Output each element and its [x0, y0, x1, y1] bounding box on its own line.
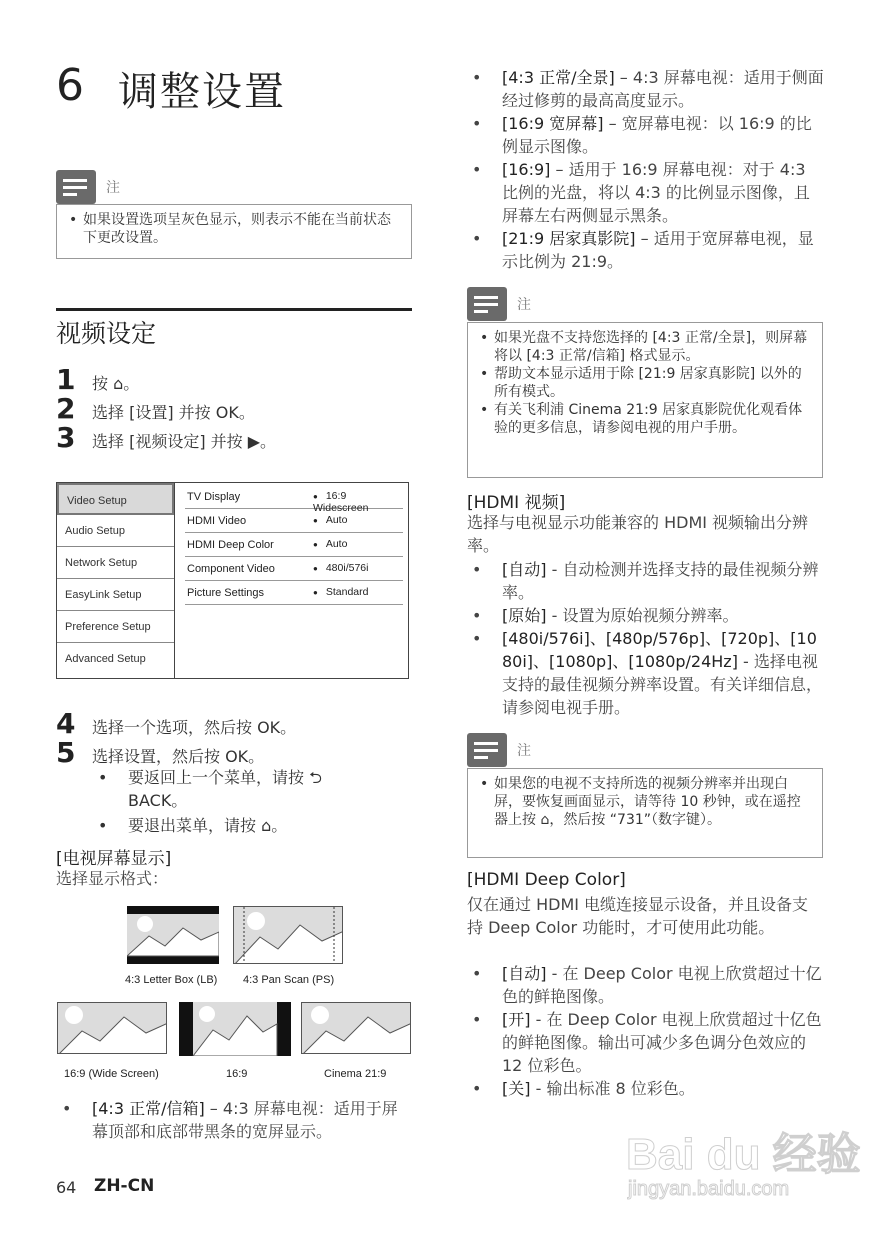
watermark-logo: Bai du 经验 — [626, 1130, 861, 1179]
step-text: 选择 [视频设定] 并按 ▶。 — [92, 432, 277, 451]
step-text: 按 ⌂。 — [92, 374, 140, 393]
bullet-item — [466, 66, 824, 112]
menu-item-video-setup[interactable]: Video Setup — [57, 483, 174, 515]
substeps — [92, 766, 362, 837]
hdmi-video-bullets — [466, 558, 824, 719]
note-item: • 帮助文本显示适用于除 [21:9 居家真影院] 以外的所有模式。 — [478, 365, 810, 401]
note-header — [467, 287, 531, 321]
row-key: HDMI Deep Color — [187, 539, 274, 551]
section-title: 视频设定 — [56, 319, 157, 348]
step-item — [56, 736, 416, 769]
section-rule — [56, 308, 412, 311]
deep-color-title: [HDMI Deep Color] — [467, 870, 626, 890]
note-box — [56, 204, 412, 259]
deep-color-bullets — [466, 962, 824, 1100]
bullet-head: [原始] — [502, 606, 547, 625]
bullet-body: - 输出标准 8 位彩色。 — [530, 1079, 695, 1098]
row-key: Picture Settings — [187, 587, 265, 599]
bullet-head: [480i/576i]、[480p/576p]、[720p]、[1080i]、[1080p]、[1080p/24Hz] — [502, 629, 817, 671]
note-label: 注 — [517, 743, 531, 759]
menu-item-audio-setup[interactable]: Audio Setup — [57, 515, 174, 547]
menu-sidebar — [57, 483, 175, 678]
substep-item: • 要返回上一个菜单，请按 ⮌ BACK。 — [92, 766, 362, 812]
step-item — [56, 363, 416, 396]
note-box — [467, 768, 823, 858]
step-text: 选择 [设置] 并按 OK。 — [92, 403, 255, 422]
thumb-cinema — [301, 1002, 411, 1054]
step-number: 2 — [56, 392, 76, 425]
bullet-body: - 选择电视支持的最佳视频分辨率设置。有关详细信息，请参阅电视手册。 — [502, 652, 823, 717]
note-header — [467, 733, 531, 767]
row-value: ● Standard — [313, 586, 368, 598]
video-setup-menu — [56, 482, 409, 679]
menu-row-hdmi-deep-color[interactable] — [185, 533, 403, 557]
note-label: 注 — [517, 297, 531, 313]
bullet-body: - 在 Deep Color 电视上欣赏超过十亿色的鲜艳图像。输出可减少多色调分色效应的 12 位彩色。 — [502, 1010, 822, 1075]
chapter-title: 调整设置 — [118, 69, 286, 115]
thumb-widescreen — [57, 1002, 167, 1054]
step-text: 选择设置，然后按 OK。 — [92, 747, 265, 766]
caption-letterbox: 4:3 Letter Box (LB) — [125, 974, 218, 986]
bullet-body: - 设置为原始视频分辨率。 — [546, 606, 739, 625]
bullet-item — [466, 604, 824, 627]
menu-row-tv-display[interactable] — [185, 485, 403, 514]
bullet-item — [466, 627, 824, 719]
bullet-body: – 宽屏幕电视：以 16:9 的比例显示图像。 — [502, 114, 812, 156]
step-number: 1 — [56, 363, 76, 396]
thumb-panscan — [233, 906, 343, 964]
bullet-head: [21:9 居家真影院] — [502, 229, 636, 248]
menu-row-picture-settings[interactable] — [185, 581, 403, 605]
thumb-letterbox — [127, 906, 219, 964]
row-key: Component Video — [187, 563, 275, 575]
menu-row-component-video[interactable] — [185, 557, 403, 581]
hdmi-video-desc: 选择与电视显示功能兼容的 HDMI 视频输出分辨率。 — [467, 513, 809, 555]
note-label: 注 — [106, 180, 120, 196]
step-item — [56, 392, 416, 425]
step-number: 4 — [56, 707, 76, 740]
display-bullets — [466, 66, 824, 273]
tv-display-title: [电视屏幕显示] — [56, 849, 172, 869]
note-icon — [467, 287, 507, 321]
deep-color-desc: 仅在通过 HDMI 电缆连接显示设备，并且设备支持 Deep Color 功能时，才可使用此功能。 — [467, 895, 809, 937]
row-value: ● Auto — [313, 538, 347, 550]
steps-list — [56, 363, 416, 454]
bullet-head: [16:9 宽屏幕] — [502, 114, 604, 133]
note-icon — [56, 170, 96, 204]
bullet-head: [自动] — [502, 560, 547, 579]
note-item: • 有关飞利浦 Cinema 21:9 居家真影院优化观看体验的更多信息，请参阅电视的用户手册。 — [478, 401, 810, 437]
bullet-body: – 适用于 16:9 屏幕电视：对于 4:3 比例的光盘，将以 4:3 的比例显示图像，且屏幕左右两侧显示黑条。 — [502, 160, 810, 225]
bullet-item — [466, 227, 824, 273]
bullet-head: [关] — [502, 1079, 531, 1098]
bullet-body: - 在 Deep Color 电视上欣赏超过十亿色的鲜艳图像。 — [502, 964, 822, 1006]
bullet-item — [466, 158, 824, 227]
note-header — [56, 170, 120, 204]
bullet-body: – 4:3 屏幕电视：适用于屏幕顶部和底部带黑条的宽屏显示。 — [92, 1099, 398, 1141]
watermark-url: jingyan.baidu.com — [628, 1178, 790, 1200]
caption-widescreen: 16:9 (Wide Screen) — [64, 1068, 159, 1080]
steps-list-2 — [56, 707, 416, 769]
row-value: ● 480i/576i — [313, 562, 368, 574]
menu-item-network-setup[interactable]: Network Setup — [57, 547, 174, 579]
row-key: HDMI Video — [187, 515, 247, 527]
step-text: 选择一个选项，然后按 OK。 — [92, 718, 297, 737]
thumb-16-9 — [179, 1002, 291, 1056]
page-language: ZH-CN — [94, 1176, 155, 1196]
substep-item: • 要退出菜单，请按 ⌂。 — [92, 814, 362, 837]
row-value: ● 16:9 Widescreen — [313, 490, 403, 514]
caption-panscan: 4:3 Pan Scan (PS) — [243, 974, 335, 986]
bullet-item — [466, 558, 824, 604]
bullet-letterbox — [56, 1097, 401, 1143]
menu-item-easylink-setup[interactable]: EasyLink Setup — [57, 579, 174, 611]
note-item: • 如果您的电视不支持所选的视频分辨率并出现白屏，要恢复画面显示，请等待 10 秒钟，或在遥控器上按 ⌂，然后按 “731”（数字键）。 — [478, 775, 810, 829]
step-item — [56, 421, 416, 454]
tv-display-desc: 选择显示格式： — [56, 869, 169, 888]
note-item: • 如果光盘不支持您选择的 [4:3 正常/全景]，则屏幕将以 [4:3 正常/信箱] 格式显示。 — [478, 329, 810, 365]
bullet-item — [466, 962, 824, 1008]
bullet-item — [466, 112, 824, 158]
menu-item-advanced-setup[interactable]: Advanced Setup — [65, 653, 146, 665]
step-number: 3 — [56, 421, 76, 454]
note-box — [467, 322, 823, 478]
bullet-head: [开] — [502, 1010, 531, 1029]
chapter-number: 6 — [56, 60, 84, 111]
bullet-body: – 适用于宽屏幕电视，显示比例为 21:9。 — [502, 229, 814, 271]
step-number: 5 — [56, 736, 76, 769]
bullet-body: – 4:3 屏幕电视：适用于侧面经过修剪的最高高度显示。 — [502, 68, 824, 110]
note-item: • 如果设置选项呈灰色显示，则表示不能在当前状态下更改设置。 — [67, 211, 399, 247]
bullet-item — [466, 1008, 824, 1077]
bullet-item — [466, 1077, 824, 1100]
step-item — [56, 707, 416, 740]
caption-cinema: Cinema 21:9 — [324, 1068, 387, 1080]
bullet-head: [4:3 正常/全景] — [502, 68, 615, 87]
note-icon — [467, 733, 507, 767]
bullet-head: [自动] — [502, 964, 547, 983]
bullet-head: [16:9] — [502, 160, 551, 179]
row-value: ● Auto — [313, 514, 347, 526]
bullet-head: [4:3 正常/信箱] — [92, 1099, 205, 1118]
menu-item-preference-setup[interactable]: Preference Setup — [57, 611, 174, 643]
hdmi-video-title: [HDMI 视频] — [467, 493, 566, 513]
row-key: TV Display — [187, 491, 241, 503]
page-number: 64 — [56, 1178, 77, 1197]
caption-16-9: 16:9 — [226, 1068, 248, 1080]
menu-row-hdmi-video[interactable] — [185, 509, 403, 533]
bullet-body: - 自动检测并选择支持的最佳视频分辨率。 — [502, 560, 819, 602]
